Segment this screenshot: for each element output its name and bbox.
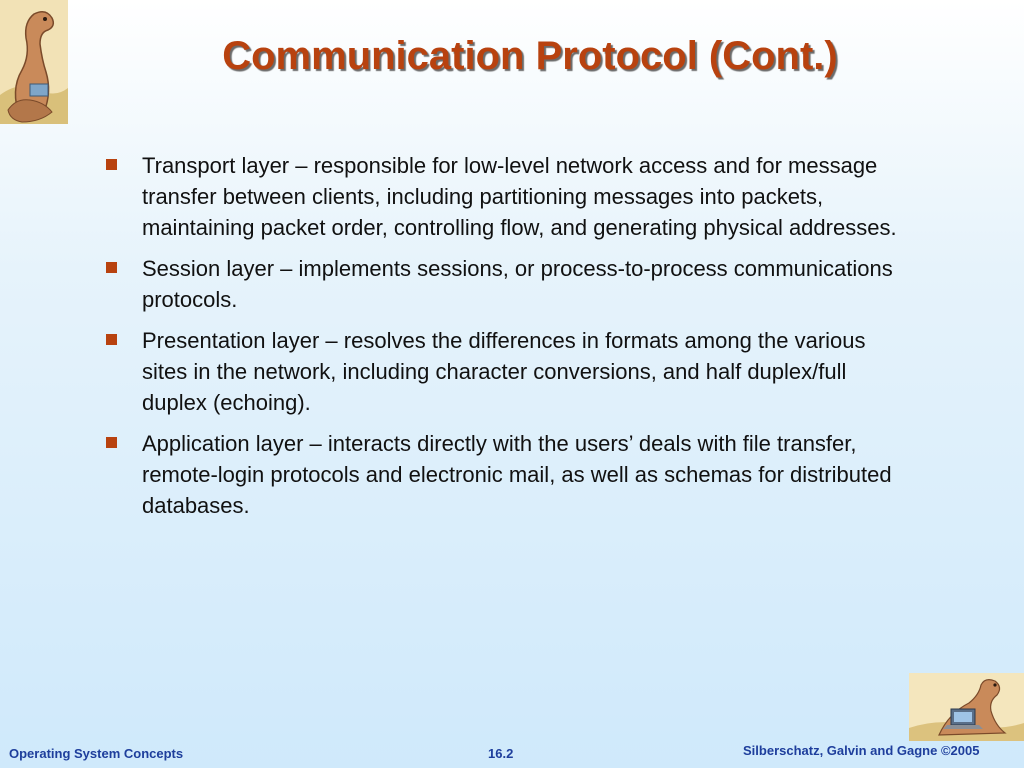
- square-bullet-icon: [106, 437, 117, 448]
- footer-copyright: Silberschatz, Galvin and Gagne ©2005: [743, 743, 980, 758]
- square-bullet-icon: [106, 159, 117, 170]
- bullet-text: Session layer – implements sessions, or process-to-process communications protocols.: [142, 256, 893, 312]
- dinosaur-illustration-icon: [0, 0, 68, 124]
- bullet-list: [104, 150, 904, 531]
- list-item: [104, 325, 904, 418]
- slide-title: Communication Protocol (Cont.): [222, 34, 838, 78]
- list-item: [104, 428, 904, 521]
- bullet-text: Transport layer – responsible for low-level network access and for message transfer between clients, including partitioning messages into packets, maintaining packet order, controlling flow, and generating physical addresses.: [142, 153, 897, 240]
- bullet-text: Application layer – interacts directly with the users’ deals with file transfer, remote-login protocols and electronic mail, as well as schemas for distributed databases.: [142, 431, 892, 518]
- footer-page-number: 16.2: [488, 746, 514, 761]
- list-item: [104, 253, 904, 315]
- dinosaur-with-laptop-icon: [909, 673, 1024, 741]
- list-item: [104, 150, 904, 243]
- bullet-text: Presentation layer – resolves the differences in formats among the various sites in the network, including character conversions, and half duplex/full duplex (echoing).: [142, 328, 866, 415]
- square-bullet-icon: [106, 262, 117, 273]
- square-bullet-icon: [106, 334, 117, 345]
- footer-book-title: Operating System Concepts: [9, 746, 184, 761]
